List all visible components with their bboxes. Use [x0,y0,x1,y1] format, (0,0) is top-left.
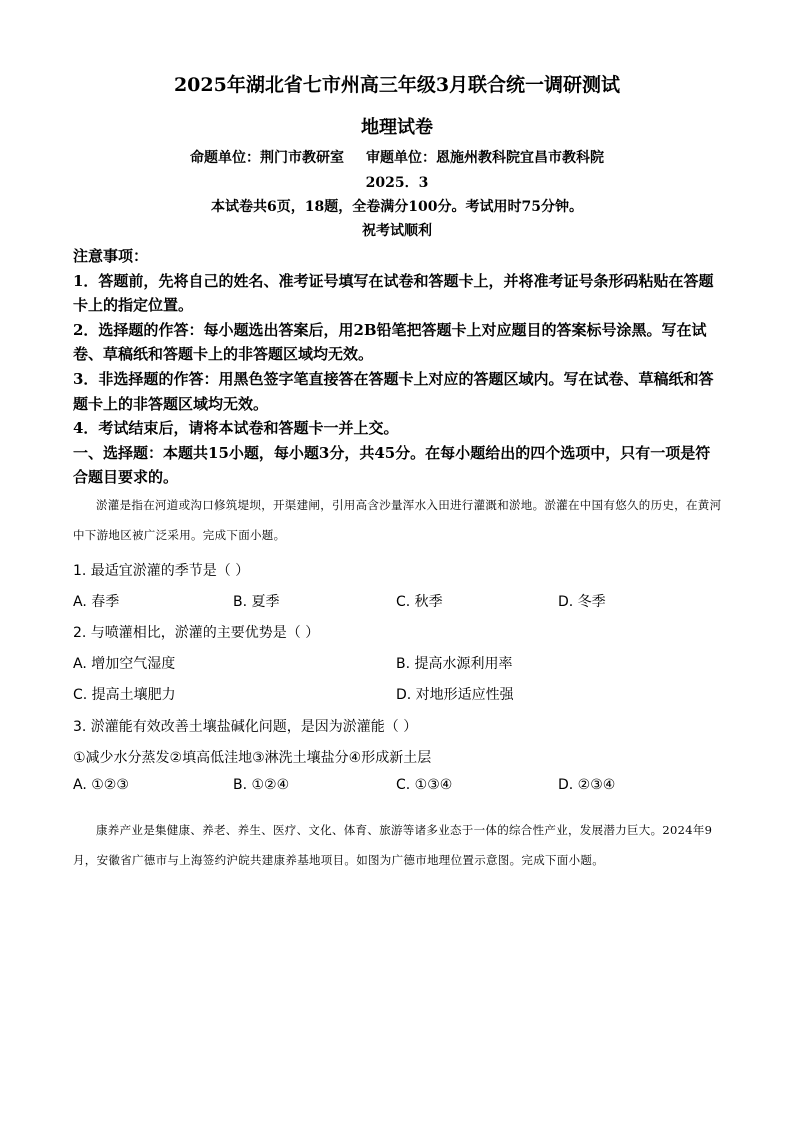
note-item: 3．非选择题的作答：用黑色签字笔直接答在答题卡上对应的答题区域内。写在试卷、草稿纸和答题卡上的非答题区域均无效。 [73,369,714,413]
exam-info: 本试卷共6页，18题，全卷满分100分。考试用时75分钟。 [211,199,583,215]
q3-option-c: C. ①③④ [396,777,453,793]
passage-text: 淤灌是指在河道或沟口修筑堤坝，开渠建闸，引用高含沙量浑水入田进行灌溉和淤地。淤灌在中国有悠久的历史，在黄河中下游地区被广泛采用。完成下面小题。 [73,498,722,542]
passage-text: 康养产业是集健康、养老、养生、医疗、文化、体育、旅游等诸多业态于一体的综合性产业，发展潜力巨大。2024年9月，安徽省广德市与上海签约沪皖共建康养基地项目。如图为广德市地理位置示意图。完成下面小题。 [73,823,713,867]
exam-wish: 祝考试顺利 [362,223,432,239]
exam-title: 2025年湖北省七市州高三年级3月联合统一调研测试 [173,74,621,96]
notes-heading: 注意事项： [73,247,149,265]
exam-units [0,147,794,167]
q3-option-d: D. ②③④ [558,777,616,793]
question-3-stem: 3. 淤灌能有效改善土壤盐碱化问题，是因为淤灌能（ ） [73,719,418,735]
q1-option-b: B. 夏季 [233,594,280,610]
q2-option-a: A. 增加空气湿度 [73,656,176,672]
q3-option-b: B. ①②④ [233,777,290,793]
reviewer-unit: 审题单位：恩施州教科院宜昌市教科院 [366,150,604,166]
q1-option-c: C. 秋季 [396,594,443,610]
note-item: 1．答题前，先将自己的姓名、准考证号填写在试卷和答题卡上，并将准考证号条形码粘贴在答题卡上的指定位置。 [73,271,714,315]
subject-title: 地理试卷 [361,117,433,138]
q2-option-b: B. 提高水源利用率 [396,656,513,672]
q2-option-d: D. 对地形适应性强 [396,687,514,703]
passage-2 [73,815,723,875]
q2-option-c: C. 提高土壤肥力 [73,687,176,703]
note-item: 2．选择题的作答：每小题选出答案后，用2B铅笔把答题卡上对应题目的答案标号涂黑。写在试卷、草稿纸和答题卡上的非答题区域均无效。 [73,320,707,364]
exam-date: 2025．3 [365,175,429,191]
q3-option-a: A. ①②③ [73,777,129,793]
notes-section [73,244,723,490]
section-heading: 一、选择题：本题共15小题，每小题3分，共45分。在每小题给出的四个选项中，只有一项是符合题目要求的。 [73,443,711,487]
note-item: 4．考试结束后，请将本试卷和答题卡一并上交。 [73,419,399,438]
q1-option-d: D. 冬季 [558,594,606,610]
passage-1 [73,490,723,550]
proposer-unit: 命题单位：荆门市教研室 [190,150,344,166]
question-2-stem: 2. 与喷灌相比，淤灌的主要优势是（ ） [73,625,320,641]
q1-option-a: A. 春季 [73,594,120,610]
question-1-stem: 1. 最适宜淤灌的季节是（ ） [73,563,250,579]
question-3-statements: ①减少水分蒸发②填高低洼地③淋洗土壤盐分④形成新土层 [73,750,432,766]
